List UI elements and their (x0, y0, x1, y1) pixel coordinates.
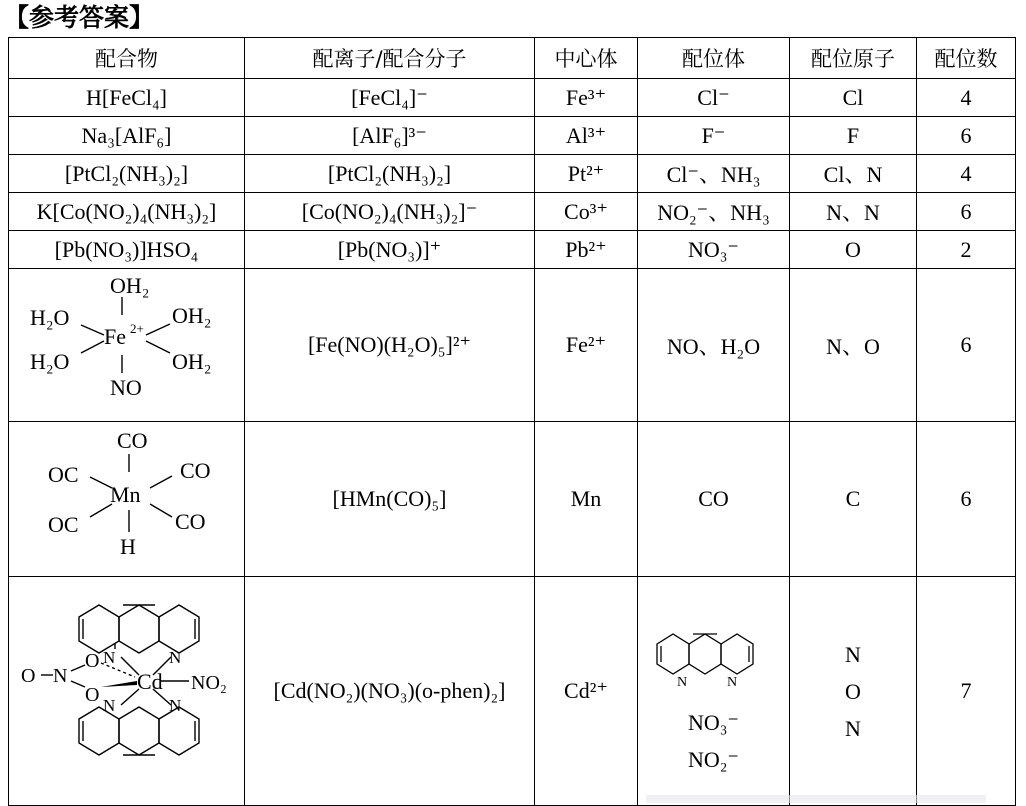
mn-center-atom: Mn (109, 482, 141, 507)
cn-cell: 4 (917, 155, 1016, 193)
center-cell: Pt²⁺ (535, 155, 638, 193)
cn-cell: 2 (917, 231, 1016, 269)
fe-center-atom: Fe (103, 324, 126, 349)
answer-heading: 【参考答案】 (4, 3, 155, 32)
donor-cell: N、N (790, 193, 917, 231)
complex-cell: K[Co(NO₂)₄(NH₃)₂] (9, 193, 245, 231)
table-row (9, 193, 1016, 231)
cn-cell: 7 (917, 577, 1016, 806)
donor-cell: N、O (790, 269, 917, 422)
cd-center-atom: Cd (136, 669, 163, 694)
donor-cell (790, 577, 917, 806)
donor-atom: O (845, 678, 861, 704)
col-donor-header: 配位原子 (790, 38, 917, 79)
donor-atom: N (845, 715, 861, 741)
mn-right-top-ligand: CO (179, 458, 211, 483)
table-row (9, 577, 1016, 806)
nitrate-o-upper: O (84, 650, 99, 672)
cd-structure-diagram (11, 577, 243, 799)
complex-cell: Na₃[AlF₆] (9, 117, 245, 155)
ligand-cell: Cl⁻、NH₃ (638, 155, 790, 193)
phen-lower-n1: N (102, 696, 115, 715)
ligand-cell: NO、H₂O (638, 269, 790, 422)
mn-bottom-ligand: H (119, 534, 136, 559)
watermark (646, 795, 986, 803)
ligand-cell: F⁻ (638, 117, 790, 155)
fe-structure-diagram (12, 269, 242, 415)
center-cell: Fe²⁺ (535, 269, 638, 422)
cn-cell: 6 (917, 117, 1016, 155)
ion-cell (245, 577, 535, 806)
complex-cell: H[FeCl₄] (9, 79, 245, 117)
ligand-cell: Cl⁻ (638, 79, 790, 117)
cd-nitro-ligand: NO₂ (190, 672, 227, 694)
phen-lower-n2: N (168, 696, 181, 715)
cd-ion-formula: [Cd(NO₂)(NO₃)(o-phen)₂] (273, 678, 506, 703)
table-row (9, 79, 1016, 117)
phen-upper-n1: N (102, 648, 115, 667)
mn-structure-cell (9, 422, 245, 577)
complex-cell: [PtCl₂(NH₃)₂] (9, 155, 245, 193)
donor-cell: O (790, 231, 917, 269)
table-row (9, 117, 1016, 155)
nitrate-n: N (52, 665, 67, 687)
donor-cell: Cl (790, 79, 917, 117)
ion-cell: [PtCl₂(NH₃)₂] (245, 155, 535, 193)
table-row (9, 231, 1016, 269)
table-row (9, 269, 1016, 422)
donor-cell: F (790, 117, 917, 155)
col-ion-header: 配离子/配合分子 (245, 38, 535, 79)
ligand-cell: NO₃⁻ (638, 231, 790, 269)
ion-cell: [AlF₆]³⁻ (245, 117, 535, 155)
complex-cell: [Pb(NO₃)]HSO₄ (9, 231, 245, 269)
ion-cell: [FeCl₄]⁻ (245, 79, 535, 117)
col-center-header: 中心体 (535, 38, 638, 79)
nitrate-o-terminal: O (20, 665, 35, 687)
center-cell: Fe³⁺ (535, 79, 638, 117)
phen-upper-n2: N (168, 648, 181, 667)
col-complex-header: 配合物 (9, 38, 245, 79)
cn-cell: 6 (917, 269, 1016, 422)
center-cell: Co³⁺ (535, 193, 638, 231)
answer-table (8, 37, 1016, 806)
cn-cell: 4 (917, 79, 1016, 117)
donor-cell: C (790, 422, 917, 577)
phen-ligand-diagram (649, 604, 779, 704)
ligand-cell: NO₂⁻、NH₃ (638, 193, 790, 231)
ligand-nitrite: NO₂⁻ (687, 747, 740, 772)
donor-cell: Cl、N (790, 155, 917, 193)
mn-left-bottom-ligand: OC (47, 512, 79, 537)
ion-cell: [Pb(NO₃)]⁺ (245, 231, 535, 269)
ligand-nitrate: NO₃⁻ (687, 710, 740, 735)
fe-right-top-ligand: OH₂ (171, 303, 211, 328)
phen-ligand-n1: N (676, 675, 687, 690)
ion-cell: [Fe(NO)(H₂O)₅]²⁺ (245, 269, 535, 422)
mn-right-bottom-ligand: CO (174, 509, 206, 534)
nitrate-o-lower: O (84, 684, 99, 706)
col-cn-header: 配位数 (917, 38, 1016, 79)
center-cell: Cd²⁺ (535, 577, 638, 806)
col-ligand-header: 配位体 (638, 38, 790, 79)
donor-atom: N (845, 641, 861, 667)
fe-top-ligand: OH₂ (109, 273, 149, 298)
table-row (9, 422, 1016, 577)
cn-cell: 6 (917, 193, 1016, 231)
header-row (9, 38, 1016, 79)
fe-left-bottom-ligand: H₂O (29, 349, 69, 374)
ion-cell: [Co(NO₂)₄(NH₃)₂]⁻ (245, 193, 535, 231)
cn-cell: 6 (917, 422, 1016, 577)
fe-right-bottom-ligand: OH₂ (171, 349, 211, 374)
mn-top-ligand: CO (116, 428, 148, 453)
ligand-cell: CO (638, 422, 790, 577)
mn-left-top-ligand: OC (47, 462, 79, 487)
cd-structure-cell (9, 577, 245, 806)
phen-ligand-n2: N (726, 675, 737, 690)
mn-structure-diagram (12, 422, 242, 570)
ion-cell: [HMn(CO)₅] (245, 422, 535, 577)
fe-charge: 2+ (129, 321, 144, 336)
center-cell: Mn (535, 422, 638, 577)
center-cell: Pb²⁺ (535, 231, 638, 269)
center-cell: Al³⁺ (535, 117, 638, 155)
fe-left-top-ligand: H₂O (29, 305, 69, 330)
fe-structure-cell (9, 269, 245, 422)
ligand-cell (638, 577, 790, 806)
table-row (9, 155, 1016, 193)
fe-bottom-ligand: NO (109, 375, 142, 400)
